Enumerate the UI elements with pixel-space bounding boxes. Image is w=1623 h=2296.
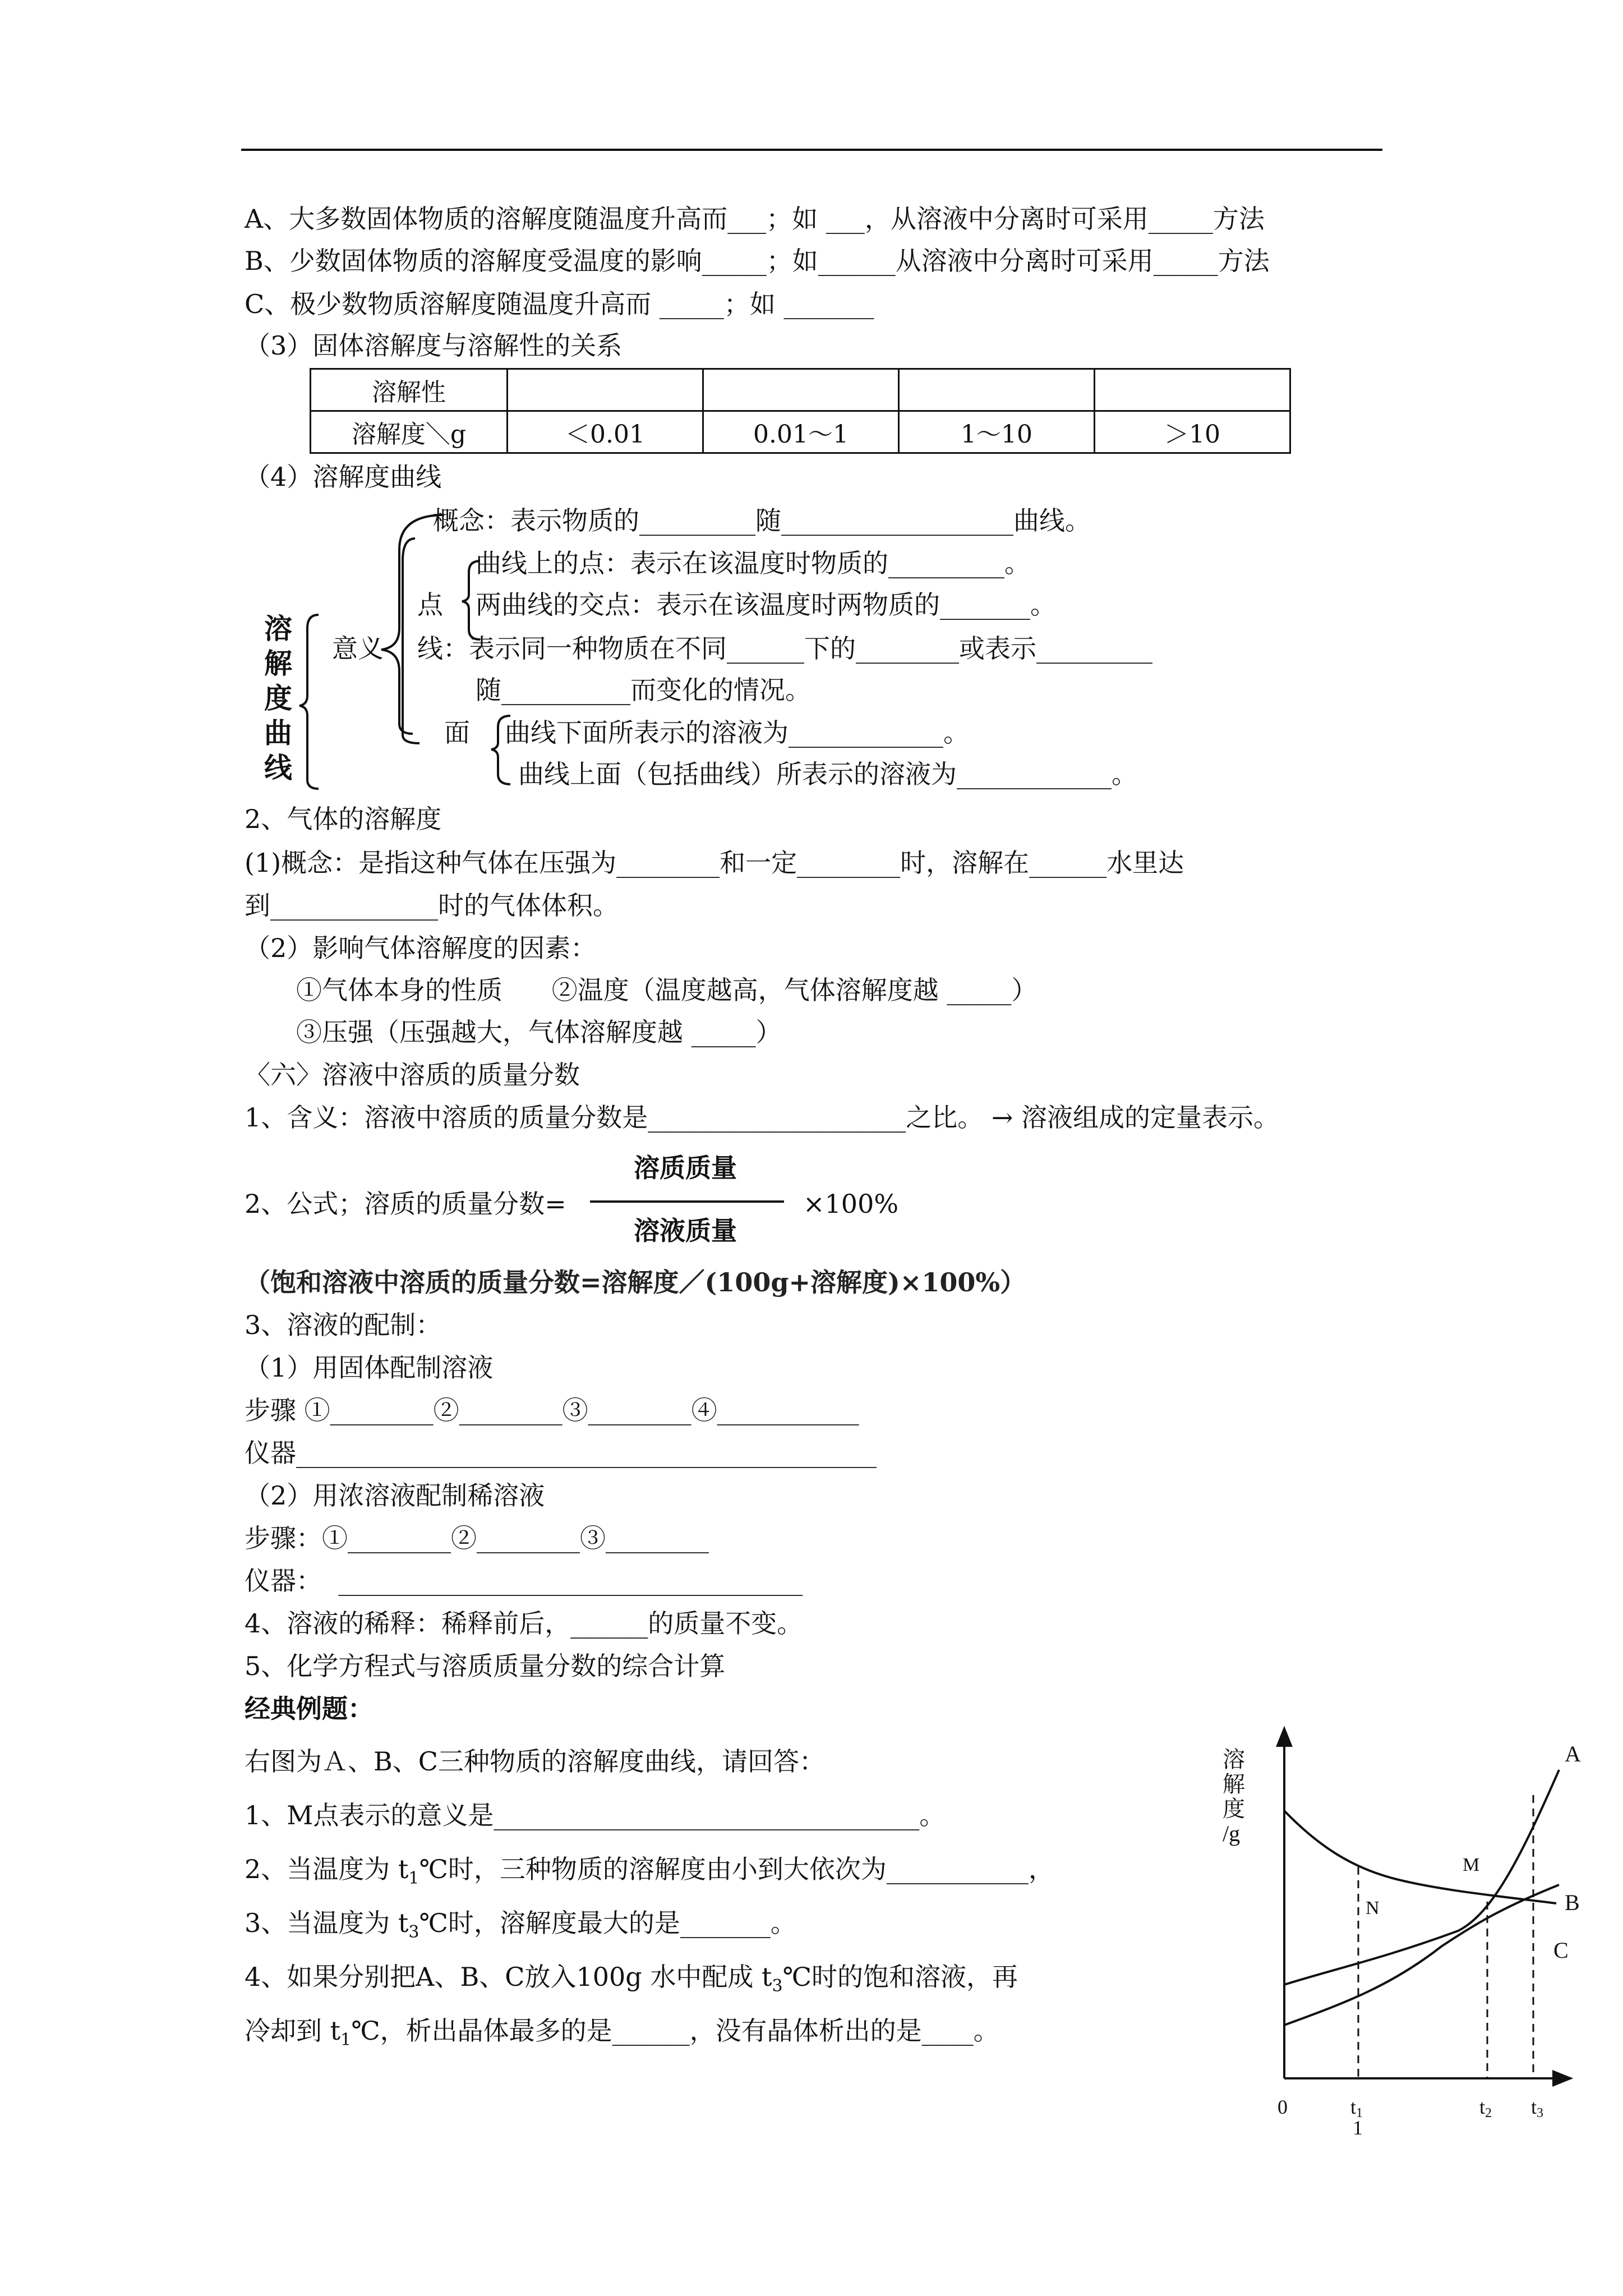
diagram-line-1: 线：表示同一种物质在不同______下的________或表示_________ xyxy=(417,633,1152,664)
question-2: 2、当温度为 $t_1℃$时，三种物质的溶解度由小到大依次为___________， xyxy=(245,1854,1054,1889)
question-1: 1、M点表示的意义是_________________________________。 xyxy=(245,1800,946,1830)
prep-dilute-steps: 步骤：①________②________③________ xyxy=(245,1523,709,1553)
label-N: N xyxy=(1366,1898,1380,1918)
curve-C xyxy=(1284,1885,1559,2025)
curve-B xyxy=(1284,1811,1556,1903)
diagram-line-2: 随__________而变化的情况。 xyxy=(476,675,811,705)
diagram-intersection: 两曲线的交点：表示在该温度时两物质的_______。 xyxy=(476,590,1056,620)
table-header-solubility-g: 溶解度＼g xyxy=(311,411,508,453)
question-4: 4、如果分别把A、B、C放入100g 水中配成 $t_3℃$时的饱和溶液，再 xyxy=(245,1962,1018,1996)
diagram-point-on-curve: 曲线上的点：表示在该温度时物质的_________。 xyxy=(476,548,1030,578)
gas-factors-heading: （2）影响气体溶解度的因素： xyxy=(245,933,597,963)
gas-factor-3: ③压强（压强越大，气体溶解度越 _____） xyxy=(296,1017,782,1047)
diagram-yiyi: 意义 xyxy=(332,633,384,664)
table-cell: ＜0.01 xyxy=(508,411,703,453)
question-4-cont: 冷却到 $t_1℃$，析出晶体最多的是______，没有晶体析出的是____。 xyxy=(245,2016,999,2050)
question-intro: 右图为Ａ、B、C三种物质的溶解度曲线，请回答： xyxy=(245,1746,825,1777)
page-number: 1 xyxy=(1353,2116,1363,2139)
formula-label: 2、公式；溶质的质量分数= xyxy=(245,1189,566,1219)
diagram-title-char: 溶 xyxy=(264,612,292,645)
diagram-title-char: 度 xyxy=(264,682,292,715)
mass-fraction-meaning: 1、含义：溶液中溶质的质量分数是____________________之比。 → 溶液组成的定量表示。 xyxy=(245,1102,1280,1133)
line-c: C、极少数物质溶解度随温度升高而 _____；如 _______ xyxy=(245,289,874,319)
formula-denominator: 溶液质量 xyxy=(634,1216,737,1246)
diagram-title-char: 线 xyxy=(264,751,292,784)
question-3: 3、当温度为 $t_3℃$时，溶解度最大的是_______。 xyxy=(245,1908,796,1943)
gas-concept-1: (1)概念：是指这种气体在压强为________和一定________时，溶解在______水里达 xyxy=(245,848,1184,878)
chart-ylabel: 溶解度/g xyxy=(1223,1747,1245,1846)
diagram-title-char: 曲 xyxy=(264,716,292,749)
examples-heading: 经典例题： xyxy=(245,1694,374,1724)
dilution-line: 4、溶液的稀释：稀释前后，______的质量不变。 xyxy=(245,1608,803,1639)
tick-t2: t2 xyxy=(1479,2096,1492,2120)
label-B: B xyxy=(1565,1890,1580,1915)
label-M: M xyxy=(1463,1855,1480,1875)
table-cell: 0.01～1 xyxy=(703,411,899,453)
tick-origin: 0 xyxy=(1278,2096,1288,2118)
label-C: C xyxy=(1553,1938,1569,1963)
gas-solubility-heading: 2、气体的溶解度 xyxy=(245,804,442,834)
label-A: A xyxy=(1565,1741,1581,1766)
saturated-formula: （饱和溶液中溶质的质量分数=溶解度／(100g+溶解度)×100%） xyxy=(245,1267,1026,1297)
diagram-below-curve: 曲线下面所表示的溶液为____________。 xyxy=(505,717,969,748)
table-cell: ＞10 xyxy=(1095,411,1290,453)
line-a: A、大多数固体物质的溶解度随温度升高而___；如 ___，从溶液中分离时可采用_____方法 xyxy=(245,204,1265,234)
prep-dilute-instruments: 仪器： ____________________________________ xyxy=(245,1566,803,1596)
tick-t1: t1 xyxy=(1350,2096,1363,2120)
diagram-dian: 点 xyxy=(417,590,443,620)
prep-solid-instruments: 仪器_____________________________________________ xyxy=(245,1438,877,1468)
table-cell: 1～10 xyxy=(899,411,1095,453)
formula-times: ×100% xyxy=(803,1189,899,1219)
formula-numerator: 溶质质量 xyxy=(634,1153,737,1183)
section-six-heading: 〈六〉溶液中溶质的质量分数 xyxy=(245,1060,580,1090)
diagram-mian: 面 xyxy=(444,717,470,748)
y-axis-arrow xyxy=(1278,1729,1291,1746)
prep-heading: 3、溶液的配制： xyxy=(245,1310,442,1340)
section-4-heading: （4）溶解度曲线 xyxy=(245,462,442,492)
section-3-heading: （3）固体溶解度与溶解性的关系 xyxy=(245,330,623,361)
prep-solid-heading: （1）用固体配制溶液 xyxy=(245,1352,494,1383)
combined-calc-line: 5、化学方程式与溶质质量分数的综合计算 xyxy=(245,1651,726,1681)
prep-dilute-heading: （2）用浓溶液配制稀溶液 xyxy=(245,1480,545,1511)
x-axis-arrow xyxy=(1553,2072,1570,2085)
gas-concept-2: 到_____________时的气体体积。 xyxy=(245,890,619,921)
diagram-brackets xyxy=(0,0,1623,841)
diagram-above-curve: 曲线上面（包括曲线）所表示的溶液为____________。 xyxy=(518,759,1137,789)
line-b: B、少数固体物质的溶解度受温度的影响_____；如______从溶液中分离时可采用_____方法 xyxy=(245,246,1270,276)
diagram-concept: 概念：表示物质的_________随__________________曲线。 xyxy=(433,505,1091,536)
table-header-solubility: 溶解性 xyxy=(311,369,508,411)
diagram-title-char: 解 xyxy=(264,647,292,680)
tick-t3: t3 xyxy=(1531,2096,1544,2120)
fraction-bar xyxy=(590,1200,784,1203)
solubility-curve-chart xyxy=(1206,1717,1598,2165)
prep-solid-steps: 步骤 ①________②________③________④___________ xyxy=(245,1395,859,1425)
gas-factor-1-2: ①气体本身的性质 ②温度（温度越高，气体溶解度越 _____） xyxy=(296,975,1038,1005)
curve-A xyxy=(1284,1770,1559,1985)
